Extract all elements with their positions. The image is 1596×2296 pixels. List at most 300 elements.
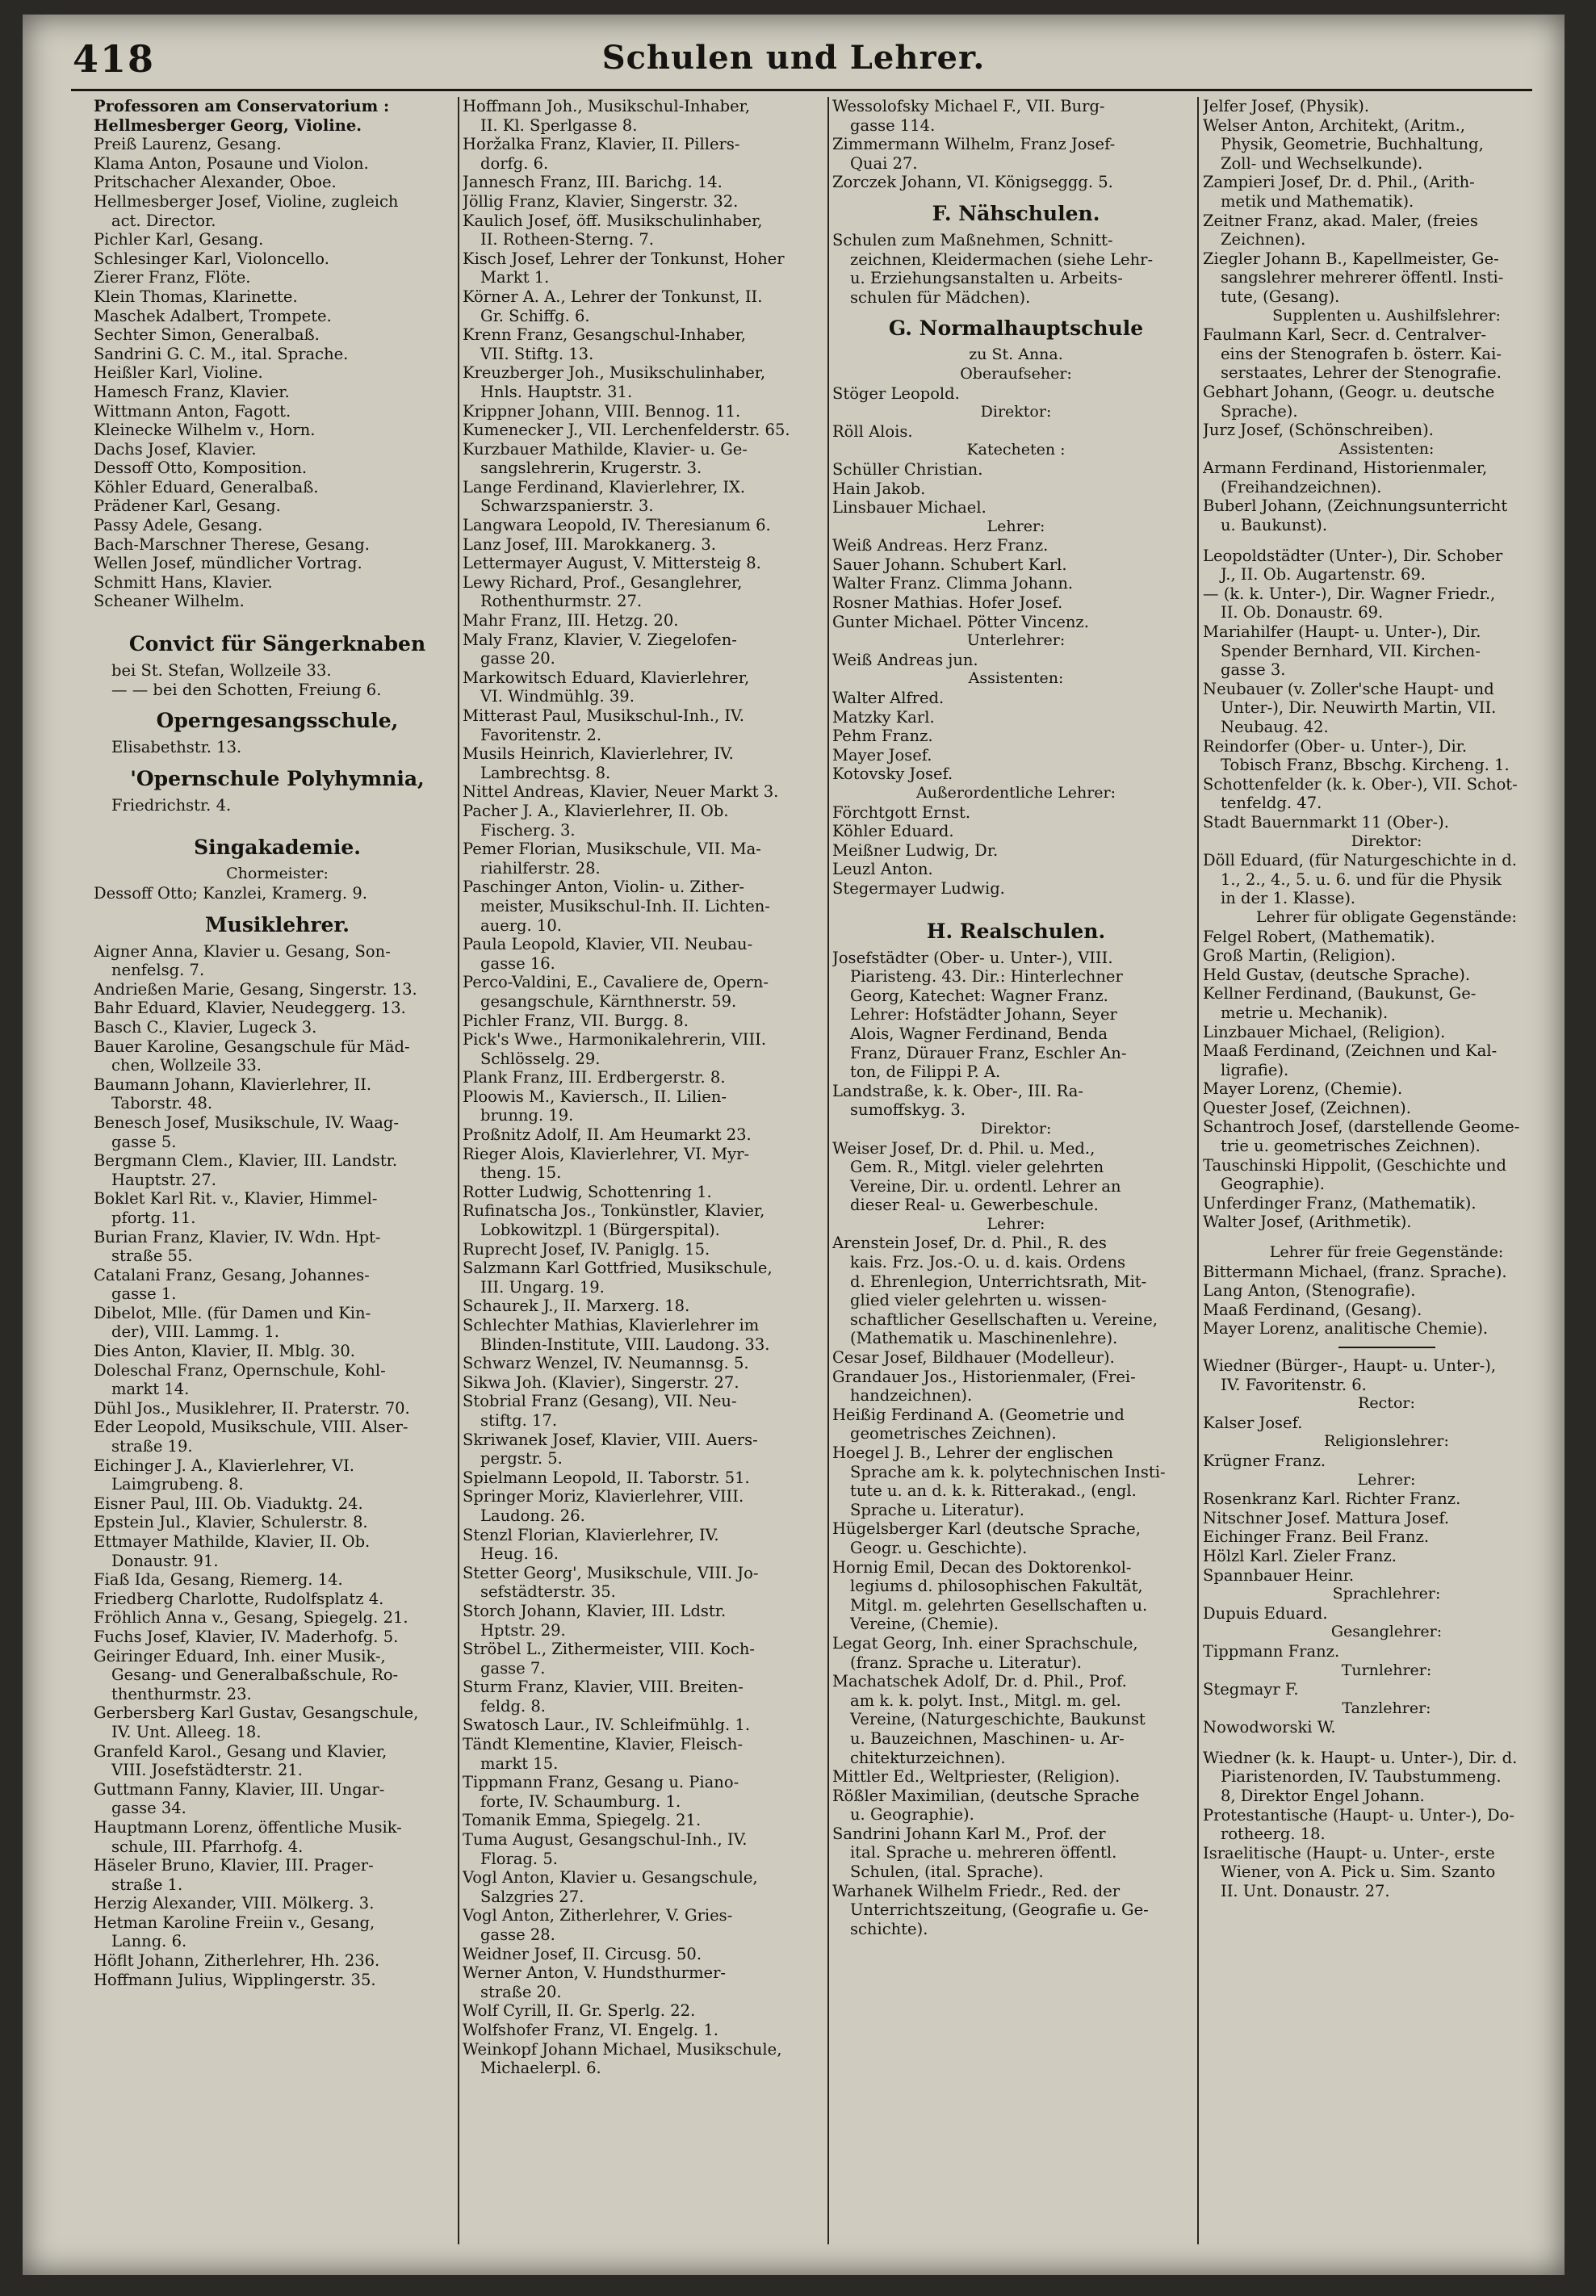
directory-entry: Höflt Johann, Zitherlehrer, Hh. 236. — [94, 1951, 380, 1971]
subsection-label: Assistenten: — [1338, 439, 1435, 458]
directory-entry: Mittler Ed., Weltpriester, (Religion). — [832, 1767, 1121, 1787]
subsection-label: Direktor: — [980, 403, 1052, 421]
directory-entry: Felgel Robert, (Mathematik). — [1203, 927, 1435, 946]
column-1 — [94, 97, 461, 2252]
directory-entry: Gunter Michael. Pötter Vincenz. — [832, 612, 1089, 631]
page-title: Schulen und Lehrer. — [601, 39, 986, 77]
directory-entry: Basch C., Klavier, Lugeck 3. — [94, 1017, 317, 1037]
directory-entry: Wolf Cyrill, II. Gr. Sperlg. 22. — [463, 2001, 696, 2021]
directory-entry: Skriwanek Josef, Klavier, VIII. Auers- — [463, 1430, 758, 1449]
directory-entry: Lanz Josef, III. Marokkanerg. 3. — [463, 534, 716, 554]
directory-entry: Stöger Leopold. — [832, 383, 960, 403]
directory-entry: Hornig Emil, Decan des Doktorenkol- — [832, 1557, 1132, 1577]
directory-entry: Alois, Wagner Ferdinand, Benda — [850, 1024, 1108, 1043]
directory-entry: Köhler Eduard. — [832, 822, 954, 841]
directory-entry: Kleinecke Wilhelm v., Horn. — [94, 421, 316, 440]
directory-entry: Sandrini G. C. M., ital. Sprache. — [94, 344, 349, 363]
directory-entry: Eichinger Franz. Beil Franz. — [1203, 1527, 1430, 1547]
directory-entry: Lobkowitzpl. 1 (Bürgerspital). — [480, 1221, 720, 1240]
subsection-label: Lehrer für freie Gegenstände: — [1269, 1243, 1504, 1262]
page-number: 418 — [73, 37, 156, 81]
directory-entry: u. Erziehungsanstalten u. Arbeits- — [850, 269, 1123, 288]
directory-entry: Wolfshofer Franz, VI. Engelg. 1. — [463, 2020, 718, 2039]
directory-entry: Nowodworski W. — [1203, 1718, 1336, 1737]
directory-entry: Schwarzspanierstr. 3. — [480, 496, 654, 516]
directory-entry: gasse 114. — [850, 115, 936, 135]
directory-entry: Neubaug. 42. — [1221, 718, 1329, 736]
directory-entry: rotheerg. 18. — [1221, 1825, 1326, 1844]
directory-entry: Bittermann Michael, (franz. Sprache). — [1203, 1262, 1507, 1281]
directory-entry: u. Bauzeichnen, Maschinen- u. Ar- — [850, 1728, 1125, 1748]
directory-entry: Kalser Josef. — [1203, 1413, 1303, 1432]
directory-entry: Lettermayer August, V. Mittersteig 8. — [463, 554, 761, 573]
directory-entry: Tippmann Franz, Gesang u. Piano- — [463, 1773, 739, 1792]
directory-entry: VIII. Josefstädterstr. 21. — [111, 1761, 303, 1780]
directory-entry: Geographie). — [1221, 1175, 1325, 1194]
directory-entry: Friedberg Charlotte, Rudolfsplatz 4. — [94, 1589, 384, 1608]
directory-entry: Lange Ferdinand, Klavierlehrer, IX. — [463, 477, 746, 496]
directory-entry: Lewy Richard, Prof., Gesanglehrer, — [463, 572, 743, 592]
directory-entry: Meißner Ludwig, Dr. — [832, 840, 999, 860]
directory-entry: schichte). — [850, 1919, 928, 1938]
directory-entry: Ziegler Johann B., Kapellmeister, Ge- — [1203, 249, 1499, 268]
directory-entry: u. Baukunst). — [1221, 516, 1328, 535]
directory-entry: Piaristenorden, IV. Taubstummeng. — [1221, 1767, 1502, 1787]
directory-entry: Jelfer Josef, (Physik). — [1203, 97, 1370, 115]
directory-entry: Wessolofsky Michael F., VII. Burg- — [832, 97, 1105, 115]
directory-entry: Leopoldstädter (Unter-), Dir. Schober — [1203, 546, 1503, 565]
directory-entry: II. Ob. Donaustr. 69. — [1221, 603, 1384, 622]
directory-entry: Pemer Florian, Musikschule, VII. Ma- — [463, 840, 761, 859]
directory-entry: Schwarz Wenzel, IV. Neumannsg. 5. — [463, 1354, 749, 1373]
directory-entry: Sauer Johann. Schubert Karl. — [832, 555, 1067, 574]
directory-entry: Donaustr. 91. — [111, 1551, 219, 1570]
directory-entry: straße 55. — [111, 1246, 193, 1266]
subsection-label: Turnlehrer: — [1341, 1661, 1432, 1679]
directory-entry: Maaß Ferdinand, (Zeichnen und Kal- — [1203, 1041, 1498, 1061]
directory-entry: Förchtgott Ernst. — [832, 802, 971, 822]
directory-entry: Hnls. Hauptstr. 31. — [480, 382, 633, 401]
directory-entry: sangslehrer mehrerer öffentl. Insti- — [1221, 268, 1504, 287]
directory-entry: Burian Franz, Klavier, IV. Wdn. Hpt- — [94, 1227, 381, 1246]
directory-entry: metrie u. Mechanik). — [1221, 1003, 1389, 1022]
directory-entry: riahilferstr. 28. — [480, 858, 601, 878]
directory-entry: Heißig Ferdinand A. (Geometrie und — [832, 1405, 1125, 1424]
section-heading: Operngesangsschule, — [156, 709, 399, 733]
directory-entry: Mayer Lorenz, (Chemie). — [1203, 1079, 1403, 1099]
directory-entry: ligrafie). — [1221, 1060, 1289, 1079]
section-heading: G. Normalhauptschule — [888, 316, 1144, 341]
directory-entry: Kisch Josef, Lehrer der Tonkunst, Hoher — [463, 249, 785, 268]
directory-entry: ton, de Filippi P. A. — [850, 1062, 1001, 1082]
directory-entry: Linzbauer Michael, (Religion). — [1203, 1022, 1446, 1041]
directory-entry: Zeitner Franz, akad. Maler, (freies — [1203, 211, 1478, 230]
directory-entry: Sprache u. Literatur). — [850, 1500, 1024, 1519]
directory-entry: Linsbauer Michael. — [832, 498, 987, 517]
directory-entry: Rosenkranz Karl. Richter Franz. — [1203, 1489, 1461, 1509]
directory-entry: Nittel Andreas, Klavier, Neuer Markt 3. — [463, 782, 779, 802]
directory-entry: Vereine, Dir. u. ordentl. Lehrer an — [850, 1176, 1121, 1196]
directory-entry: Hügelsberger Karl (deutsche Sprache, — [832, 1519, 1141, 1539]
directory-entry: Pichler Franz, VII. Burgg. 8. — [463, 1011, 689, 1030]
directory-entry: Weiser Josef, Dr. d. Phil. u. Med., — [832, 1138, 1095, 1158]
directory-entry: Röll Alois. — [832, 421, 913, 441]
directory-entry: Schmitt Hans, Klavier. — [94, 572, 273, 592]
spacer — [94, 815, 461, 826]
directory-entry: Tomanik Emma, Spiegelg. 21. — [463, 1811, 702, 1830]
directory-entry: Hauptmann Lorenz, öffentliche Musik- — [94, 1817, 402, 1837]
directory-entry: Vereine, (Naturgeschichte, Baukunst — [850, 1710, 1146, 1729]
directory-entry: straße 19. — [111, 1437, 193, 1456]
directory-entry: gasse 28. — [480, 1925, 555, 1944]
directory-entry: IV. Unt. Alleeg. 18. — [111, 1722, 262, 1741]
directory-entry: kais. Frz. Jos.-O. u. d. kais. Ordens — [850, 1253, 1126, 1272]
directory-entry: Kreuzberger Joh., Musikschulinhaber, — [463, 363, 766, 383]
directory-entry: trie u. geometrisches Zeichnen). — [1221, 1137, 1481, 1156]
directory-entry: Bergmann Clem., Klavier, III. Landstr. — [94, 1151, 398, 1171]
directory-entry: Geiringer Eduard, Inh. einer Musik-, — [94, 1646, 386, 1665]
section-heading: 'Opernschule Polyhymnia, — [130, 766, 425, 790]
directory-entry: Kumenecker J., VII. Lerchenfelderstr. 65. — [463, 421, 790, 440]
directory-entry: Springer Moriz, Klavierlehrer, VIII. — [463, 1487, 744, 1506]
directory-entry: brunng. 19. — [480, 1106, 574, 1125]
directory-entry: Passy Adele, Gesang. — [94, 516, 263, 535]
directory-entry: Kellner Ferdinand, (Baukunst, Ge- — [1203, 984, 1477, 1003]
section-heading: Musiklehrer. — [205, 912, 350, 936]
directory-entry: Plank Franz, III. Erdbergerstr. 8. — [463, 1068, 726, 1087]
section-heading: H. Realschulen. — [926, 919, 1106, 943]
directory-entry: Wittmann Anton, Fagott. — [94, 401, 291, 421]
directory-entry: chen, Wollzeile 33. — [111, 1056, 262, 1075]
directory-entry: Ploowis M., Kaviersch., II. Lilien- — [463, 1087, 727, 1106]
directory-entry: Stegmayr F. — [1203, 1680, 1299, 1699]
directory-entry: Vereine, (Chemie). — [850, 1615, 999, 1634]
directory-entry: Schottenfelder (k. k. Ober-), VII. Schot- — [1203, 774, 1518, 794]
directory-entry: Fiaß Ida, Gesang, Riemerg. 14. — [94, 1570, 343, 1590]
directory-entry: Rieger Alois, Klavierlehrer, VI. Myr- — [463, 1144, 750, 1163]
directory-entry: Florag. 5. — [480, 1849, 558, 1868]
directory-entry: Walter Franz. Climma Johann. — [832, 574, 1074, 593]
directory-entry: Pichler Karl, Gesang. — [94, 230, 264, 249]
directory-entry: thenthurmstr. 23. — [111, 1684, 252, 1703]
directory-entry: Mitterast Paul, Musikschul-Inh., IV. — [463, 706, 744, 725]
directory-entry: Rosner Mathias. Hofer Josef. — [832, 593, 1063, 613]
directory-entry: Nitschner Josef. Mattura Josef. — [1203, 1508, 1450, 1527]
directory-entry: Ruprecht Josef, IV. Paniglg. 15. — [463, 1239, 710, 1259]
directory-entry: sumoffskyg. 3. — [850, 1100, 966, 1120]
directory-entry: Franz, Dürauer Franz, Eschler An- — [850, 1043, 1127, 1062]
directory-entry: Catalani Franz, Gesang, Johannes- — [94, 1265, 370, 1284]
section-heading: Singakademie. — [194, 836, 361, 860]
directory-entry: Baumann Johann, Klavierlehrer, II. — [94, 1075, 372, 1094]
directory-entry: gasse 1. — [111, 1284, 177, 1304]
directory-entry: Stobrial Franz (Gesang), VII. Neu- — [463, 1392, 737, 1411]
subsection-label: Lehrer: — [987, 517, 1045, 535]
directory-entry: Matzky Karl. — [832, 707, 935, 727]
directory-entry: VI. Windmühlg. 39. — [480, 687, 635, 706]
directory-entry: Paschinger Anton, Violin- u. Zither- — [463, 878, 744, 897]
directory-entry: markt 14. — [111, 1380, 190, 1399]
directory-entry: Walter Josef, (Arithmetik). — [1203, 1213, 1412, 1232]
directory-entry: Warhanek Wilhelm Friedr., Red. der — [832, 1881, 1121, 1900]
subsection-label: Katecheten : — [966, 441, 1066, 459]
directory-entry: Schulen zum Maßnehmen, Schnitt- — [832, 230, 1113, 249]
directory-entry: Dies Anton, Klavier, II. Mblg. 30. — [94, 1342, 355, 1361]
directory-entry: Salzmann Karl Gottfried, Musikschule, — [463, 1259, 773, 1278]
directory-entry: II. Rotheen-Sterng. 7. — [480, 230, 654, 249]
directory-entry: Ettmayer Mathilde, Klavier, II. Ob. — [94, 1532, 371, 1551]
spacer — [94, 611, 461, 622]
directory-entry: Welser Anton, Architekt, (Aritm., — [1203, 115, 1465, 135]
directory-entry: Elisabethstr. 13. — [111, 738, 242, 757]
directory-entry: Swatosch Laur., IV. Schleifmühlg. 1. — [463, 1716, 751, 1735]
directory-entry: theng. 15. — [480, 1163, 562, 1183]
directory-entry: gasse 5. — [111, 1132, 177, 1151]
directory-entry: Machatschek Adolf, Dr. d. Phil., Prof. — [832, 1672, 1127, 1691]
directory-entry: straße 20. — [480, 1982, 562, 2001]
directory-entry: Dupuis Eduard. — [1203, 1603, 1328, 1623]
directory-entry: Markt 1. — [480, 268, 550, 287]
subsection-label: Tanzlehrer: — [1342, 1699, 1431, 1717]
directory-entry: Köhler Eduard, Generalbaß. — [94, 477, 319, 496]
directory-entry: Lehrer: Hofstädter Johann, Seyer — [850, 1005, 1117, 1024]
directory-entry: Maaß Ferdinand, (Gesang). — [1203, 1300, 1422, 1319]
subsection-label: Assistenten: — [968, 669, 1064, 688]
directory-entry: Sprache am k. k. polytechnischen Insti- — [850, 1462, 1166, 1481]
directory-entry: Boklet Karl Rit. v., Klavier, Himmel- — [94, 1189, 378, 1209]
section-heading: Convict für Sängerknaben — [128, 632, 426, 656]
directory-entry: Hoffmann Julius, Wipplingerstr. 35. — [94, 1970, 376, 1989]
subsection-label: Direktor: — [980, 1119, 1052, 1138]
directory-entry: Mayer Josef. — [832, 745, 932, 765]
directory-entry: Unter-), Dir. Neuwirth Martin, VII. — [1221, 698, 1497, 718]
directory-entry: Fischerg. 3. — [480, 820, 576, 840]
directory-entry: gasse 16. — [480, 953, 555, 973]
directory-entry: Zeichnen). — [1221, 230, 1306, 249]
directory-entry: 1., 2., 4., 5. u. 6. und für die Physik — [1221, 869, 1502, 889]
directory-entry: Arenstein Josef, Dr. d. Phil., R. des — [832, 1234, 1107, 1253]
subsection-label: Religionslehrer: — [1324, 1432, 1449, 1451]
directory-entry: gesangschule, Kärnthnerstr. 59. — [480, 991, 737, 1011]
directory-entry: Walter Alfred. — [832, 689, 945, 708]
directory-entry: Georg, Katechet: Wagner Franz. — [850, 986, 1108, 1005]
directory-entry: tute, (Gesang). — [1221, 287, 1340, 306]
directory-entry: Körner A. A., Lehrer der Tonkunst, II. — [463, 287, 763, 306]
directory-entry: Friedrichstr. 4. — [111, 795, 232, 815]
directory-entry: Sprache). — [1221, 401, 1298, 421]
directory-entry: act. Director. — [111, 211, 216, 230]
directory-entry: Prädener Karl, Gesang. — [94, 496, 281, 516]
directory-entry: Sturm Franz, Klavier, VIII. Breiten- — [463, 1678, 744, 1697]
directory-entry: Werner Anton, V. Hundsthurmer- — [463, 1963, 727, 1983]
directory-entry: Pacher J. A., Klavierlehrer, II. Ob. — [463, 801, 729, 820]
directory-entry: Leuzl Anton. — [832, 860, 933, 879]
directory-entry: Protestantische (Haupt- u. Unter-), Do- — [1203, 1805, 1514, 1825]
directory-entry: Schantroch Josef, (darstellende Geome- — [1203, 1117, 1520, 1137]
directory-entry: Schaurek J., II. Marxerg. 18. — [463, 1297, 690, 1316]
directory-entry: VII. Stiftg. 13. — [480, 344, 594, 363]
directory-entry: Rößler Maximilian, (deutsche Sprache — [832, 1786, 1140, 1805]
directory-entry: Dachs Josef, Klavier. — [94, 439, 257, 459]
directory-entry: Spender Bernhard, VII. Kirchen- — [1221, 641, 1481, 660]
directory-entry: Quester Josef, (Zeichnen). — [1203, 1098, 1411, 1117]
directory-entry: Dibelot, Mlle. (für Damen und Kin- — [94, 1303, 371, 1322]
spacer — [1203, 1737, 1565, 1749]
directory-entry: (Mathematik u. Maschinenlehre). — [850, 1329, 1118, 1348]
directory-entry: II. Kl. Sperlgasse 8. — [480, 115, 638, 135]
directory-entry: Sikwa Joh. (Klavier), Singerstr. 27. — [463, 1372, 739, 1392]
directory-entry: Hetman Karoline Freiin v., Gesang, — [94, 1913, 375, 1932]
subsection-label: Lehrer für obligate Gegenstände: — [1256, 907, 1517, 926]
directory-entry: Vogl Anton, Klavier u. Gesangschule, — [463, 1868, 758, 1887]
column-3 — [832, 97, 1200, 2252]
directory-entry: Maschek Adalbert, Trompete. — [94, 306, 332, 325]
directory-entry: Held Gustav, (deutsche Sprache). — [1203, 965, 1471, 984]
directory-entry: Spannbauer Heinr. — [1203, 1565, 1355, 1585]
directory-entry: Pritschacher Alexander, Oboe. — [94, 173, 337, 192]
directory-entry: Zimmermann Wilhelm, Franz Josef- — [832, 135, 1116, 154]
directory-entry: (franz. Sprache u. Literatur). — [850, 1653, 1082, 1672]
directory-entry: Mitgl. m. gelehrten Gesellschaften u. — [850, 1595, 1148, 1615]
directory-entry: d. Ehrenlegion, Unterrichtsrath, Mit- — [850, 1272, 1147, 1291]
directory-entry: forte, IV. Schaumburg. 1. — [480, 1791, 681, 1811]
directory-entry: Laimgrubeng. 8. — [111, 1475, 244, 1494]
directory-entry: Spielmann Leopold, II. Taborstr. 51. — [463, 1468, 750, 1487]
directory-entry: Blinden-Institute, VIII. Laudong. 33. — [480, 1334, 770, 1354]
directory-entry: Tändt Klementine, Klavier, Fleisch- — [463, 1735, 744, 1754]
directory-entry: Ströbel L., Zithermeister, VIII. Koch- — [463, 1640, 755, 1659]
directory-entry: Hptstr. 29. — [480, 1620, 566, 1640]
directory-entry: Bauer Karoline, Gesangschule für Mäd- — [94, 1037, 410, 1056]
directory-entry: Zoll- und Wechselkunde). — [1221, 153, 1423, 173]
directory-entry: Eichinger J. A., Klavierlehrer, VI. — [94, 1456, 354, 1475]
directory-entry: Josefstädter (Ober- u. Unter-), VIII. — [832, 948, 1113, 967]
directory-entry: Zierer Franz, Flöte. — [94, 268, 251, 287]
directory-entry: Weiß Andreas. Herz Franz. — [832, 536, 1049, 555]
directory-entry: — (k. k. Unter-), Dir. Wagner Friedr., — [1203, 584, 1496, 603]
directory-entry: Wellen Josef, mündlicher Vortrag. — [94, 554, 362, 573]
directory-entry: Israelitische (Haupt- u. Unter-, erste — [1203, 1843, 1495, 1862]
directory-entry: gasse 20. — [480, 649, 555, 668]
directory-entry: Neubauer (v. Zoller'sche Haupt- und — [1203, 679, 1494, 698]
directory-entry: J., II. Ob. Augartenstr. 69. — [1221, 565, 1426, 584]
directory-entry: Mariahilfer (Haupt- u. Unter-), Dir. — [1203, 622, 1481, 642]
subsection-label: Unterlehrer: — [966, 631, 1066, 650]
directory-entry: geometrisches Zeichnen). — [850, 1424, 1057, 1443]
directory-entry: — — bei den Schotten, Freiung 6. — [111, 680, 382, 699]
directory-entry: Sechter Simon, Generalbaß. — [94, 325, 320, 345]
directory-entry: Heißler Karl, Violine. — [94, 363, 263, 383]
directory-entry: Storch Johann, Klavier, III. Ldstr. — [463, 1601, 727, 1620]
subsection-label: Rector: — [1358, 1394, 1415, 1413]
directory-entry: schulen für Mädchen). — [850, 287, 1031, 307]
directory-entry: Taborstr. 48. — [111, 1094, 213, 1113]
directory-entry: Mayer Lorenz, analitische Chemie). — [1203, 1319, 1489, 1339]
directory-entry: feldg. 8. — [480, 1696, 546, 1716]
directory-entry: Paula Leopold, Klavier, VII. Neubau- — [463, 935, 753, 954]
directory-entry: Piaristeng. 43. Dir.: Hinterlechner — [850, 967, 1123, 987]
directory-entry: Rothenthurmstr. 27. — [480, 592, 643, 611]
directory-entry: gasse 7. — [480, 1658, 546, 1678]
directory-entry: Schüller Christian. — [832, 459, 983, 479]
subsection-label: Sprachlehrer: — [1332, 1585, 1441, 1603]
directory-entry: Rufinatscha Jos., Tonkünstler, Klavier, — [463, 1201, 765, 1221]
directory-entry: Horžalka Franz, Klavier, II. Pillers- — [463, 135, 740, 154]
directory-entry: Stegermayer Ludwig. — [832, 878, 1005, 898]
directory-entry: Unferdinger Franz, (Mathematik). — [1203, 1193, 1477, 1213]
directory-entry: Scheaner Wilhelm. — [94, 592, 245, 611]
directory-entry: gasse 3. — [1221, 660, 1286, 680]
subsection-label: Gesanglehrer: — [1330, 1623, 1443, 1641]
directory-entry: dieser Real- u. Gewerbeschule. — [850, 1196, 1099, 1215]
spacer — [1203, 535, 1565, 547]
directory-entry: Weinkopf Johann Michael, Musikschule, — [463, 2039, 782, 2059]
directory-entry: Eder Leopold, Musikschule, VIII. Alser- — [94, 1418, 408, 1437]
directory-entry: Wiedner (k. k. Haupt- u. Unter-), Dir. d. — [1203, 1748, 1518, 1767]
spacer — [1203, 1232, 1565, 1243]
directory-entry: Vogl Anton, Zitherlehrer, V. Gries- — [463, 1906, 733, 1925]
directory-entry: Jurz Josef, (Schönschreiben). — [1203, 421, 1434, 440]
directory-entry: am k. k. polyt. Inst., Mitgl. m. gel. — [850, 1691, 1121, 1710]
directory-entry: Wiedner (Bürger-, Haupt- u. Unter-), — [1203, 1356, 1497, 1375]
directory-entry: Armann Ferdinand, Historienmaler, — [1203, 459, 1488, 478]
directory-entry: Hellmesberger Josef, Violine, zugleich — [94, 191, 399, 211]
directory-entry: Benesch Josef, Musikschule, IV. Waag- — [94, 1112, 399, 1132]
directory-entry: Lambrechtsg. 8. — [480, 763, 611, 782]
directory-entry: pfortg. 11. — [111, 1208, 196, 1227]
directory-entry: Groß Martin, (Religion). — [1203, 946, 1396, 966]
directory-entry: ital. Sprache u. mehreren öffentl. — [850, 1843, 1117, 1862]
directory-entry: meister, Musikschul-Inh. II. Lichten- — [480, 896, 770, 915]
directory-entry: Preiß Laurenz, Gesang. — [94, 135, 282, 154]
directory-entry: Schulen, (ital. Sprache). — [850, 1862, 1044, 1882]
directory-entry: Michaelerpl. 6. — [480, 2059, 601, 2078]
directory-entry: markt 15. — [480, 1753, 559, 1773]
directory-entry: Schlösselg. 29. — [480, 1049, 601, 1068]
directory-entry: Klama Anton, Posaune und Violon. — [94, 153, 369, 173]
subsection-label: Supplenten u. Aushilfslehrer: — [1272, 306, 1501, 325]
directory-entry: Kurzbauer Mathilde, Klavier- u. Ge- — [463, 439, 748, 459]
directory-entry: Tobisch Franz, Bbschg. Kircheng. 1. — [1221, 756, 1510, 775]
directory-entry: schule, III. Pfarrhofg. 4. — [111, 1837, 304, 1856]
page-header — [23, 32, 1565, 89]
section-rule — [1338, 1347, 1435, 1348]
directory-entry: Pick's Wwe., Harmonikalehrerin, VIII. — [463, 1030, 767, 1050]
directory-entry: Salzgries 27. — [480, 1887, 584, 1906]
directory-entry: Hauptstr. 27. — [111, 1170, 216, 1189]
directory-entry: Favoritenstr. 2. — [480, 725, 602, 744]
directory-entry: Hölzl Karl. Zieler Franz. — [1203, 1546, 1397, 1565]
directory-entry: Fröhlich Anna v., Gesang, Spiegelg. 21. — [94, 1608, 408, 1628]
directory-entry: Stetter Georg', Musikschule, VIII. Jo- — [463, 1563, 759, 1582]
directory-entry: in der 1. Klasse). — [1221, 889, 1356, 908]
directory-entry: Kaulich Josef, öff. Musikschulinhaber, — [463, 211, 763, 230]
directory-entry: Dühl Jos., Musiklehrer, II. Praterstr. 70. — [94, 1398, 410, 1418]
directory-entry: (Freihandzeichnen). — [1221, 477, 1382, 496]
directory-entry: Wiener, von A. Pick u. Sim. Szanto — [1221, 1862, 1496, 1882]
directory-entry: eins der Stenografen b. österr. Kai- — [1221, 344, 1502, 363]
section-heading: F. Nähschulen. — [932, 201, 1100, 225]
directory-entry: Gr. Schiffg. 6. — [480, 306, 590, 325]
directory-entry: sangslehrerin, Krugerstr. 3. — [480, 459, 702, 478]
directory-entry: stiftg. 17. — [480, 1410, 558, 1430]
directory-entry: Hain Jakob. — [832, 479, 926, 498]
directory-entry: Hoffmann Joh., Musikschul-Inhaber, — [463, 97, 751, 115]
directory-entry: Markowitsch Eduard, Klavierlehrer, — [463, 668, 750, 687]
directory-entry: Zorczek Johann, VI. Königseggg. 5. — [832, 173, 1113, 192]
directory-entry: Reindorfer (Ober- u. Unter-), Dir. — [1203, 736, 1468, 756]
column-2 — [463, 97, 830, 2252]
